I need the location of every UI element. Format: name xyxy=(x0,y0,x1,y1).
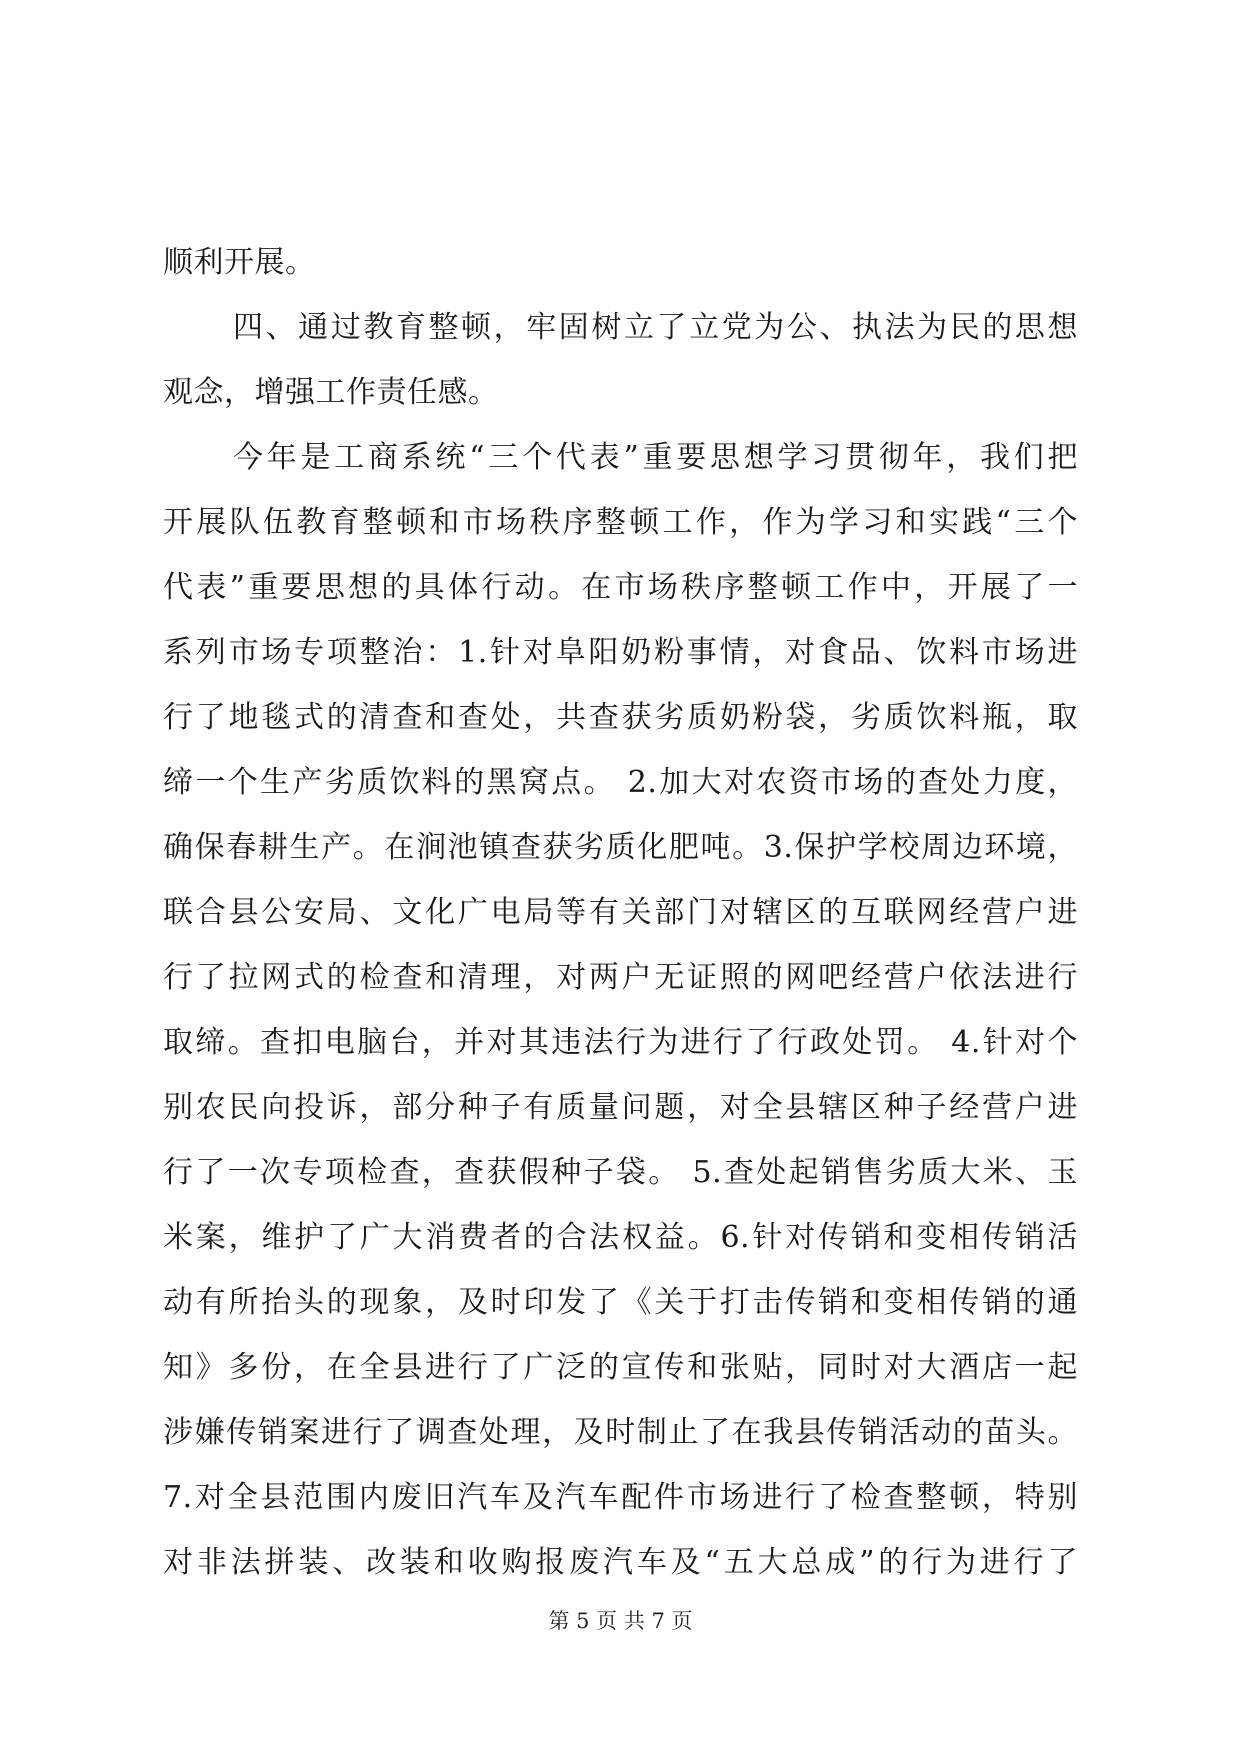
text-line: 确保春耕生产。在涧池镇查获劣质化肥吨。3.保护学校周边环境， xyxy=(163,830,1078,865)
text-line: 观念，增强工作责任感。 xyxy=(163,375,499,410)
text-line: 7.对全县范围内废旧汽车及汽车配件市场进行了检查整顿，特别 xyxy=(163,1480,1078,1515)
text-line: 涉嫌传销案进行了调查处理，及时制止了在我县传销活动的苗头。 xyxy=(163,1415,1078,1450)
text-line: 行了一次专项检查，查获假种子袋。 5.查处起销售劣质大米、玉 xyxy=(163,1155,1078,1190)
text-line: 联合县公安局、文化广电局等有关部门对辖区的互联网经营户进 xyxy=(163,895,1078,930)
text-line: 米案，维护了广大消费者的合法权益。6.针对传销和变相传销活 xyxy=(163,1220,1078,1255)
text-line: 顺利开展。 xyxy=(163,245,316,280)
section-heading-line: 四、通过教育整顿，牢固树立了立党为公、执法为民的思想 xyxy=(233,310,1078,345)
text-line: 别农民向投诉，部分种子有质量问题，对全县辖区种子经营户进 xyxy=(163,1090,1078,1125)
text-line: 系列市场专项整治：1.针对阜阳奶粉事情，对食品、饮料市场进 xyxy=(163,635,1078,670)
text-line: 知》多份，在全县进行了广泛的宣传和张贴，同时对大酒店一起 xyxy=(163,1350,1078,1385)
text-line: 代表”重要思想的具体行动。在市场秩序整顿工作中，开展了一 xyxy=(163,570,1078,605)
text-line: 行了拉网式的检查和清理，对两户无证照的网吧经营户依法进行 xyxy=(163,960,1078,995)
paragraph-first-line: 今年是工商系统“三个代表”重要思想学习贯彻年，我们把 xyxy=(233,440,1078,475)
text-line: 动有所抬头的现象，及时印发了《关于打击传销和变相传销的通 xyxy=(163,1285,1078,1320)
text-line: 缔一个生产劣质饮料的黑窝点。 2.加大对农资市场的查处力度， xyxy=(163,765,1078,800)
text-line: 开展队伍教育整顿和市场秩序整顿工作，作为学习和实践“三个 xyxy=(163,505,1078,540)
text-line: 对非法拼装、改装和收购报废汽车及“五大总成”的行为进行了 xyxy=(163,1545,1078,1580)
page-number-footer: 第 5 页 共 7 页 xyxy=(548,1609,693,1633)
text-line: 取缔。查扣电脑台，并对其违法行为进行了行政处罚。 4.针对个 xyxy=(163,1025,1078,1060)
text-line: 行了地毯式的清查和查处，共查获劣质奶粉袋，劣质饮料瓶，取 xyxy=(163,700,1078,735)
body-text xyxy=(163,230,1078,1595)
